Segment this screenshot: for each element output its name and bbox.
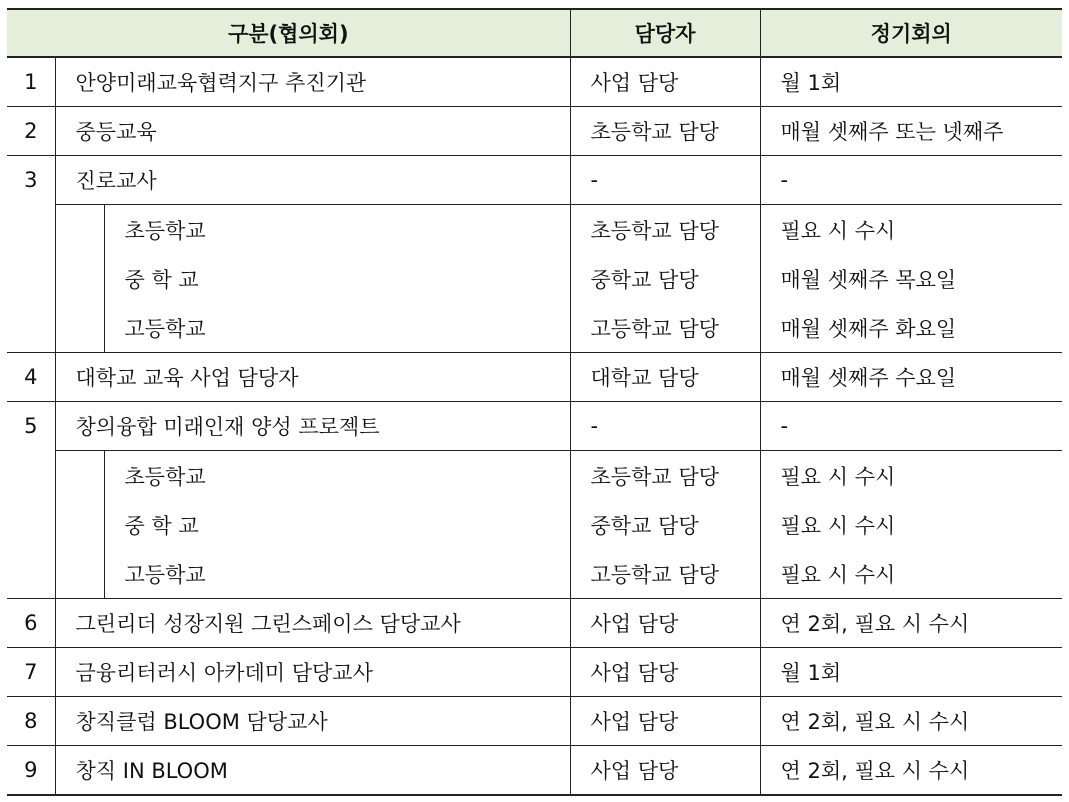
subrow-name: 중 학 교 [104, 254, 570, 303]
table-row [7, 746, 1062, 796]
row-manager: - [570, 156, 760, 205]
row-number: 8 [7, 697, 55, 746]
row-meeting: 필요 시 수시 [760, 451, 1062, 501]
row-meeting: - [760, 402, 1062, 451]
row-meeting: 매월 셋째주 수요일 [760, 353, 1062, 402]
subrow-name-cell [55, 500, 570, 549]
row-manager: 사업 담당 [570, 599, 760, 648]
row-manager: 사업 담당 [570, 746, 760, 796]
row-manager: 중학교 담당 [570, 500, 760, 549]
row-manager: 중학교 담당 [570, 254, 760, 303]
table-subrow [7, 451, 1062, 501]
row-meeting: - [760, 156, 1062, 205]
row-manager: - [570, 402, 760, 451]
table-row [7, 353, 1062, 402]
subrow-name: 초등학교 [104, 205, 570, 254]
row-manager: 초등학교 담당 [570, 205, 760, 255]
table-subrow [7, 549, 1062, 599]
subrow-name: 고등학교 [104, 303, 570, 352]
table-row [7, 107, 1062, 156]
row-meeting: 필요 시 수시 [760, 549, 1062, 599]
row-meeting: 매월 셋째주 또는 넷째주 [760, 107, 1062, 156]
header-manager: 담당자 [570, 9, 760, 57]
subrow-name-cell [55, 451, 570, 501]
row-meeting: 연 2회, 필요 시 수시 [760, 746, 1062, 796]
row-manager: 고등학교 담당 [570, 303, 760, 353]
row-meeting: 매월 셋째주 목요일 [760, 254, 1062, 303]
header-category: 구분(협의회) [7, 9, 570, 57]
row-meeting: 연 2회, 필요 시 수시 [760, 599, 1062, 648]
row-manager: 대학교 담당 [570, 353, 760, 402]
row-number: 4 [7, 353, 55, 402]
table-body [7, 57, 1062, 795]
header-meeting: 정기회의 [760, 9, 1062, 57]
row-number: 7 [7, 648, 55, 697]
row-name: 그린리더 성장지원 그린스페이스 담당교사 [55, 599, 570, 648]
council-table [7, 8, 1062, 796]
row-name: 중등교육 [55, 107, 570, 156]
row-meeting: 매월 셋째주 화요일 [760, 303, 1062, 353]
table-row [7, 57, 1062, 107]
table-subrow [7, 500, 1062, 549]
row-meeting: 필요 시 수시 [760, 205, 1062, 255]
row-manager: 사업 담당 [570, 697, 760, 746]
row-name: 창의융합 미래인재 양성 프로젝트 [55, 402, 570, 451]
table-row [7, 156, 1062, 205]
row-manager: 고등학교 담당 [570, 549, 760, 599]
row-name: 대학교 교육 사업 담당자 [55, 353, 570, 402]
subrow-name-cell [55, 549, 570, 599]
row-number: 3 [7, 156, 55, 353]
header-row [7, 9, 1062, 57]
subrow-name: 고등학교 [104, 549, 570, 598]
table-subrow [7, 254, 1062, 303]
row-name: 안양미래교육협력지구 추진기관 [55, 57, 570, 107]
row-meeting: 월 1회 [760, 57, 1062, 107]
subrow-name-cell [55, 303, 570, 353]
table-row [7, 648, 1062, 697]
row-number: 1 [7, 57, 55, 107]
table-row [7, 402, 1062, 451]
row-meeting: 필요 시 수시 [760, 500, 1062, 549]
subrow-name: 중 학 교 [104, 500, 570, 549]
row-number: 9 [7, 746, 55, 796]
row-name: 금융리터러시 아카데미 담당교사 [55, 648, 570, 697]
table-subrow [7, 205, 1062, 255]
row-manager: 사업 담당 [570, 648, 760, 697]
row-name: 창직클럽 BLOOM 담당교사 [55, 697, 570, 746]
table-subrow [7, 303, 1062, 353]
row-meeting: 연 2회, 필요 시 수시 [760, 697, 1062, 746]
row-meeting: 월 1회 [760, 648, 1062, 697]
table-row [7, 599, 1062, 648]
row-manager: 초등학교 담당 [570, 107, 760, 156]
row-name: 진로교사 [55, 156, 570, 205]
subrow-name-cell [55, 205, 570, 255]
row-number: 5 [7, 402, 55, 599]
subrow-name: 초등학교 [104, 451, 570, 500]
row-name: 창직 IN BLOOM [55, 746, 570, 796]
row-manager: 사업 담당 [570, 57, 760, 107]
subrow-name-cell [55, 254, 570, 303]
row-manager: 초등학교 담당 [570, 451, 760, 501]
row-number: 2 [7, 107, 55, 156]
table-row [7, 697, 1062, 746]
row-number: 6 [7, 599, 55, 648]
